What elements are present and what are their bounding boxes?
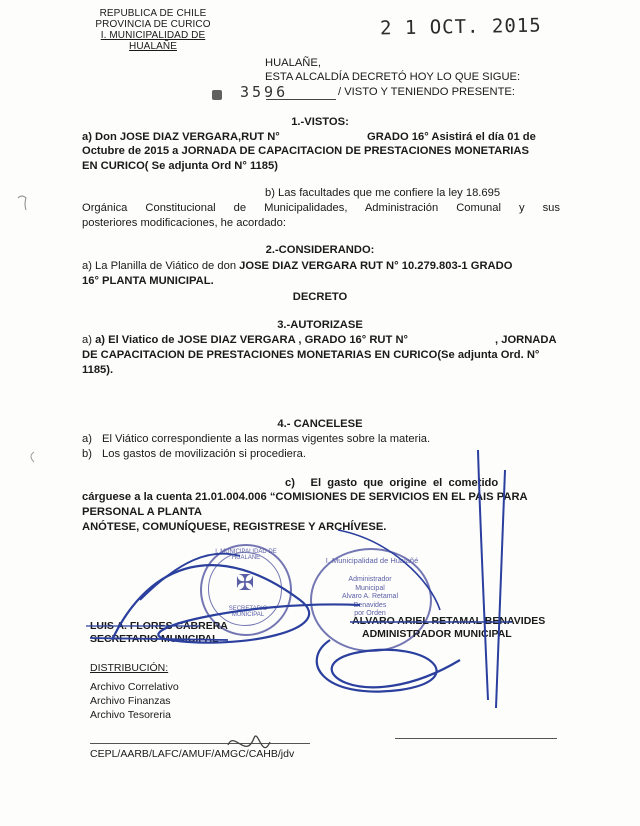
right-signatory-name: ALVARO ARIEL RETAMAL BENAVIDES	[352, 615, 546, 627]
autorizase-line2: DE CAPACITACION DE PRESTACIONES MONETARIAS EN CURICO(Se adjunta Ord. N°	[82, 349, 540, 361]
scan-artifact-1	[18, 196, 26, 210]
considerando-a-prefix: a) La Planilla de Viático de don	[82, 260, 237, 272]
left-signatory-name: LUIS A. FLORES CABRERA	[90, 620, 228, 632]
vistos-b-line3: posteriores modificaciones, he acordado:	[82, 217, 286, 229]
cancelese-item-b	[82, 447, 306, 462]
cancelese-item-a-marker: a)	[82, 433, 92, 445]
right-seal-line-3: Alvaro A. Retamal	[341, 593, 399, 600]
right-seal-line-2: Municipal	[355, 584, 385, 592]
autorizase-line3: 1185).	[82, 364, 114, 376]
decreto-title: DECRETO	[292, 291, 348, 303]
right-rule	[395, 738, 557, 739]
initials: CEPL/AARB/LAFC/AMUF/AMGC/CAHB/jdv	[90, 748, 295, 760]
left-seal-bottom-text: SECRETARIO MUNICIPAL	[228, 606, 268, 618]
cancelese-item-b-marker: b)	[82, 448, 92, 460]
right-seal-center	[335, 576, 405, 619]
right-seal-line-5: por Orden	[354, 610, 386, 617]
cancelese-item-a-text: El Viático correspondiente a las normas vigentes sobre la materia.	[102, 433, 431, 445]
considerando-a-line1	[82, 259, 512, 274]
distribucion-item-1: Archivo Correlativo	[90, 681, 179, 693]
vistos-a-line2: Octubre de 2015 a JORNADA DE CAPACITACION DE PRESTACIONES MONETARIAS	[82, 145, 529, 157]
closing-line: ANÓTESE, COMUNÍQUESE, REGISTRESE Y ARCHÍVESE.	[82, 521, 387, 533]
cancelese-c-line2: cárguese a la cuenta 21.01.004.006 “COMISIONES DE SERVICIOS EN EL PAIS PARA	[82, 491, 528, 503]
autorizase-line1-marker: a)	[82, 334, 96, 346]
right-seal-line-1: Administrador	[348, 576, 392, 583]
autorizase-line1-prefix: a) El Viatico de JOSE DIAZ VERGARA , GRADO 16° RUT N°	[95, 334, 408, 346]
vistos-a-line3: EN CURICO( Se adjunta Ord N° 1185)	[82, 160, 278, 172]
cancelese-title: 4.- CANCELESE	[277, 418, 363, 430]
vistos-b-line2: Orgánica Constitucional de Municipalidades, Administración Comunal y sus	[82, 202, 560, 214]
vistos-title: 1.-VISTOS:	[291, 116, 349, 128]
distribucion-title: DISTRIBUCIÓN:	[90, 662, 169, 674]
autorizase-line1	[82, 333, 408, 348]
cancelese-c-line1: c) El gasto que origine el cometido	[285, 477, 499, 489]
coat-of-arms-icon: ✠	[235, 570, 255, 595]
vistos-b-line1: b) Las facultades que me confiere la ley 18.695	[265, 187, 501, 199]
left-seal-ring-text: I. MUNICIPALIDAD DE HUALAÑE	[215, 549, 277, 561]
right-signatory-title: ADMINISTRADOR MUNICIPAL	[362, 628, 512, 640]
considerando-a-bold: JOSE DIAZ VERGARA RUT N° 10.279.803-1 GRADO	[239, 260, 513, 272]
considerando-title: 2.-CONSIDERANDO:	[265, 244, 375, 256]
intro-city: HUALAÑE,	[265, 57, 321, 69]
distribucion-item-3: Archivo Tesoreria	[90, 709, 171, 721]
vistos-a-line1-suffix: GRADO 16° Asistirá el día 01 de	[367, 131, 536, 143]
scan-artifact-2	[31, 452, 34, 462]
header-municipality: I. MUNICIPALIDAD DE HUALAÑE	[100, 30, 206, 52]
left-signatory-title: SECRETARIO MUNICIPAL	[90, 633, 219, 645]
header-block	[78, 8, 228, 52]
distribucion-item-2: Archivo Finanzas	[90, 695, 171, 707]
punch-mark	[212, 90, 222, 100]
considerando-a-line2: 16° PLANTA MUNICIPAL.	[82, 275, 214, 287]
decree-number: 3596	[240, 83, 289, 101]
right-signature-vertical-2	[496, 470, 505, 708]
autorizase-line1-suffix: , JORNADA	[495, 334, 557, 346]
intro-line: ESTA ALCALDÍA DECRETÓ HOY LO QUE SIGUE:	[265, 71, 521, 83]
initials-rule	[90, 743, 310, 744]
cancelese-c-line3: PERSONAL A PLANTA	[82, 506, 202, 518]
header-republic: REPUBLICA DE CHILE	[99, 8, 207, 19]
autorizase-title: 3.-AUTORIZASE	[277, 319, 363, 331]
right-seal-line-4: Benavides	[353, 601, 387, 609]
decree-number-underline	[266, 99, 336, 100]
right-seal-ring-text: I. Municipalidad de Hualañé	[325, 556, 419, 565]
cancelese-item-a	[82, 432, 430, 447]
vistos-a-line1-prefix: a) Don JOSE DIAZ VERGARA,RUT N°	[82, 131, 280, 143]
header-province: PROVINCIA DE CURICO	[95, 19, 211, 30]
cancelese-item-b-text: Los gastos de movilización si procediera.	[102, 448, 306, 460]
initials-scribble	[228, 736, 270, 748]
intro-tail: / VISTO Y TENIENDO PRESENTE:	[338, 86, 515, 98]
date-stamp: 2 1 OCT. 2015	[379, 14, 542, 40]
